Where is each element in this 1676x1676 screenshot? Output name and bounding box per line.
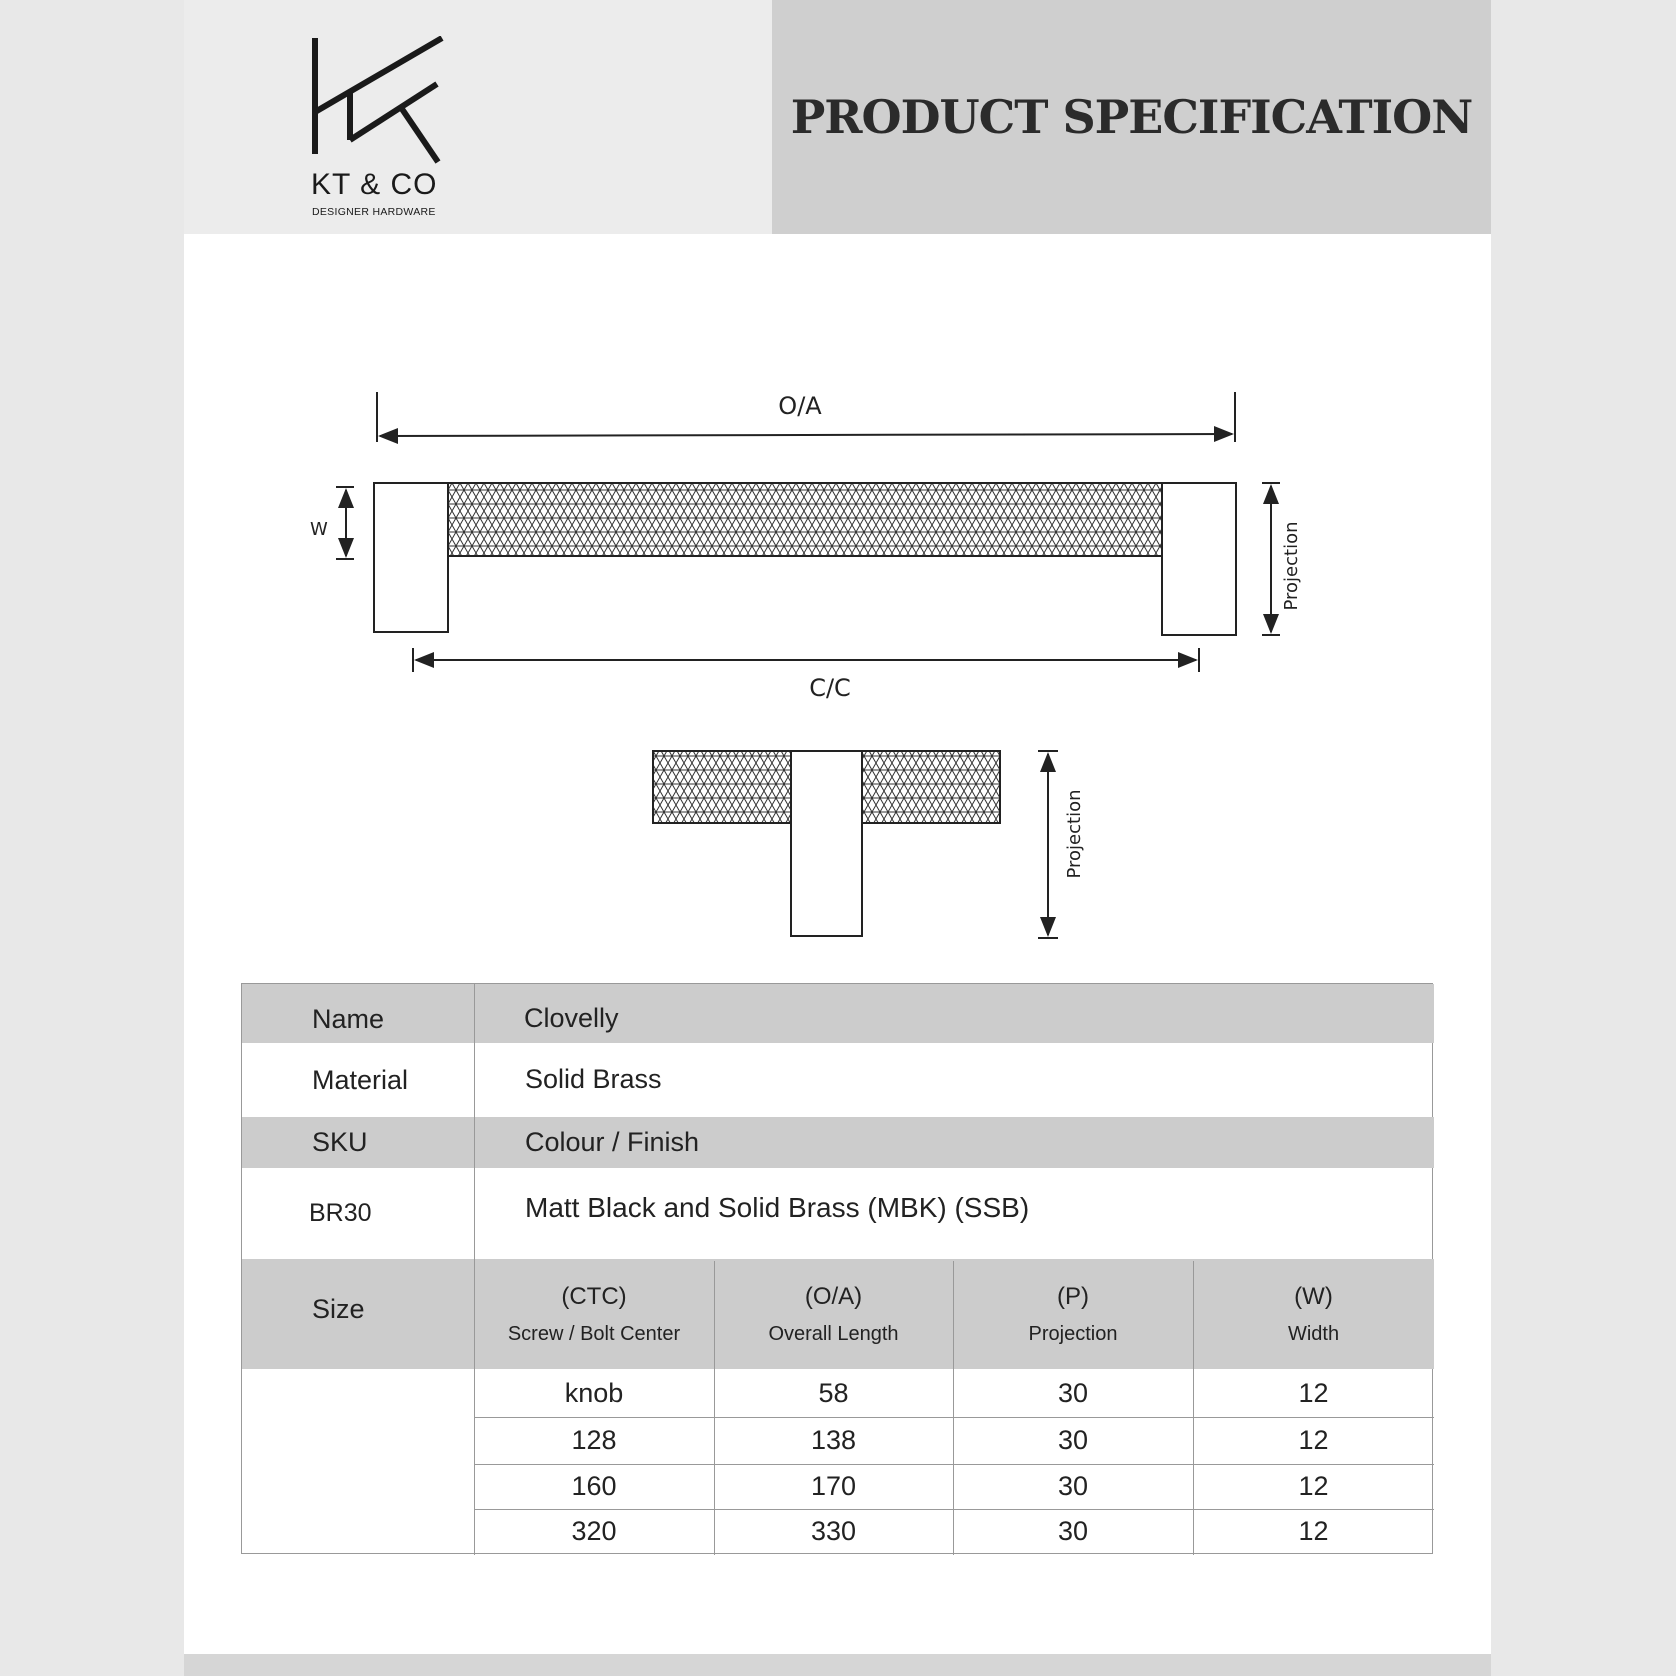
col-code-w: (W) — [1294, 1282, 1333, 1310]
cell-oa: 58 — [818, 1377, 849, 1408]
name-value: Clovelly — [524, 1002, 619, 1033]
col-code-p: (P) — [1057, 1282, 1089, 1310]
knob-projection-dimension — [1038, 751, 1085, 938]
col-code-ctc: (CTC) — [561, 1282, 627, 1310]
cell-oa: 170 — [810, 1471, 857, 1501]
cell-w: 12 — [1298, 1471, 1329, 1501]
col-header-p — [953, 1259, 1193, 1369]
col-header-ctc — [474, 1259, 714, 1369]
col-header-w — [1193, 1259, 1434, 1369]
brand-name: KT & CO — [311, 168, 438, 201]
cell-w: 12 — [1298, 1377, 1329, 1408]
knob-right-knurl — [862, 751, 1000, 823]
projection-label: Projection — [1281, 521, 1302, 611]
col-name-p: Projection — [1028, 1322, 1118, 1345]
name-row — [242, 984, 1434, 1043]
width-label: W — [310, 519, 328, 540]
cell-p: 30 — [1057, 1425, 1089, 1455]
cell-p: 30 — [1057, 1516, 1089, 1546]
knob-view — [653, 751, 1000, 936]
col-name-ctc: Screw / Bolt Center — [507, 1322, 681, 1345]
overall-length-dimension — [377, 392, 1235, 442]
overall-length-label: O/A — [778, 392, 822, 420]
sku-label: SKU — [312, 1127, 368, 1157]
cell-oa: 138 — [810, 1425, 857, 1455]
center-label: C/C — [809, 674, 851, 702]
brand-tagline: DESIGNER HARDWARE — [312, 206, 436, 218]
knurled-bar — [448, 483, 1162, 556]
spec-table — [241, 983, 1433, 1554]
cell-ctc: knob — [564, 1377, 624, 1408]
sku-value: BR30 — [309, 1199, 372, 1227]
page-title: PRODUCT SPECIFICATION — [790, 90, 1473, 144]
material-value: Solid Brass — [525, 1063, 662, 1094]
sku-header-row — [242, 1117, 1434, 1168]
size-label: Size — [312, 1293, 365, 1324]
knob-stem — [791, 751, 862, 936]
projection-dimension — [1262, 483, 1302, 635]
material-label: Material — [312, 1064, 409, 1095]
colour-label: Colour / Finish — [525, 1127, 700, 1157]
center-to-center-dimension — [413, 648, 1199, 702]
knob-left-knurl — [653, 751, 791, 823]
col-code-oa: (O/A) — [804, 1282, 863, 1310]
col-name-oa: Overall Length — [768, 1322, 899, 1345]
col-name-w: Width — [1287, 1322, 1340, 1345]
cell-w: 12 — [1298, 1516, 1329, 1546]
cell-ctc: 160 — [571, 1471, 617, 1501]
handle-side-view — [374, 483, 1236, 635]
colour-value: Matt Black and Solid Brass (MBK) (SSB) — [525, 1192, 1030, 1223]
cell-ctc: 320 — [571, 1516, 617, 1546]
cell-oa: 330 — [810, 1516, 857, 1546]
footer-bar — [184, 1654, 1491, 1676]
left-post — [374, 483, 448, 632]
width-dimension — [310, 487, 354, 559]
cell-p: 30 — [1057, 1377, 1089, 1408]
knob-projection-label: Projection — [1064, 789, 1085, 879]
right-post — [1162, 483, 1236, 635]
name-label: Name — [312, 1003, 385, 1034]
cell-p: 30 — [1057, 1471, 1089, 1501]
cell-w: 12 — [1298, 1425, 1329, 1455]
cell-ctc: 128 — [571, 1425, 617, 1455]
col-header-oa — [714, 1259, 953, 1369]
